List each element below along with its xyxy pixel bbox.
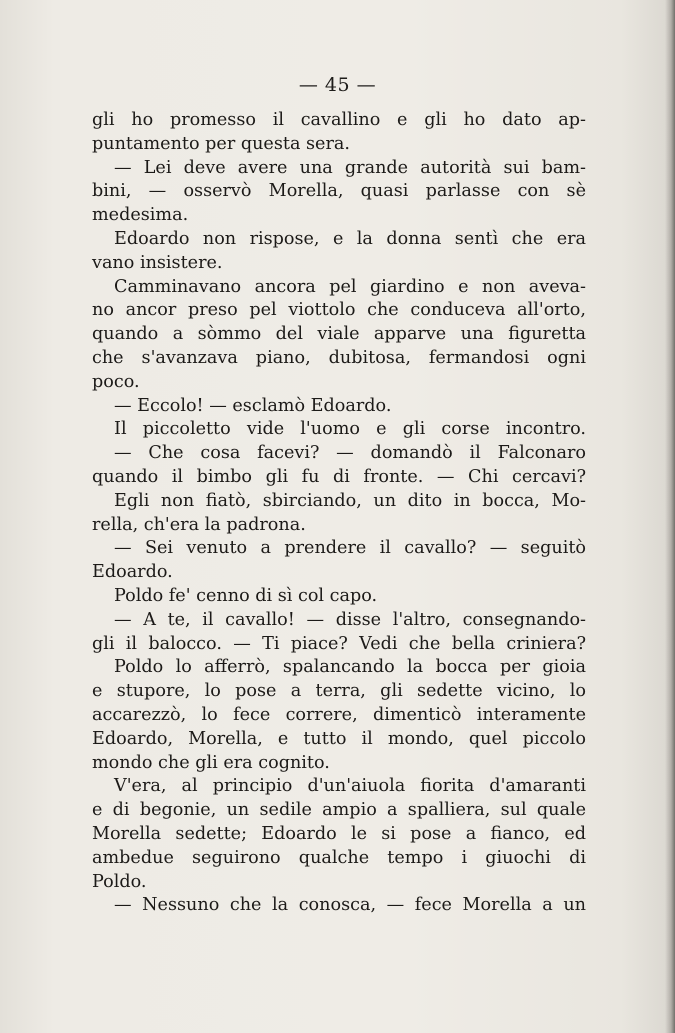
text-line: — Sei venuto a prendere il cavallo? — seguitò	[114, 538, 586, 559]
text-line: Poldo fe' cenno di sì col capo.	[114, 585, 378, 606]
text-line: medesima.	[92, 205, 189, 226]
text-line: Poldo lo afferrò, spalancando la bocca per gioia	[114, 657, 586, 678]
text-line: vano insistere.	[92, 252, 223, 273]
text-line: — Lei deve avere una grande autorità sui bam-	[114, 157, 586, 178]
text-line: no ancor preso pel viottolo che conduceva all'orto,	[92, 300, 586, 321]
text-line: poco.	[92, 371, 140, 392]
text-line: che s'avanzava piano, dubitosa, fermandosi ogni	[92, 347, 586, 368]
text-line: Il piccoletto vide l'uomo e gli corse incontro.	[114, 419, 586, 440]
text-line: Egli non fiatò, sbirciando, un dito in bocca, Mo-	[114, 490, 586, 511]
text-line: quando il bimbo gli fu di fronte. — Chi cercavi?	[92, 466, 586, 487]
text-line: — A te, il cavallo! — disse l'altro, consegnando-	[114, 609, 586, 630]
text-line: Edoardo non rispose, e la donna sentì che era	[114, 228, 586, 249]
text-line: Morella sedette; Edoardo le si pose a fianco, ed	[92, 823, 586, 844]
text-line: Edoardo, Morella, e tutto il mondo, quel piccolo	[92, 728, 586, 749]
text-line: e stupore, lo pose a terra, gli sedette vicino, lo	[92, 681, 586, 702]
page-edge-shadow	[665, 0, 675, 1033]
text-line: ambedue seguirono qualche tempo i giuochi di	[92, 847, 586, 868]
page-text	[92, 109, 586, 918]
text-line: gli il balocco. — Ti piace? Vedi che bella criniera?	[92, 633, 586, 654]
page-number: — 45 —	[298, 74, 377, 96]
text-line: accarezzò, lo fece correre, dimenticò interamente	[92, 704, 586, 725]
text-line: mondo che gli era cognito.	[92, 752, 330, 773]
text-line: rella, ch'era la padrona.	[92, 514, 306, 535]
text-line: — Eccolo! — esclamò Edoardo.	[114, 395, 392, 416]
text-line: Camminavano ancora pel giardino e non aveva-	[114, 276, 586, 297]
text-line: quando a sòmmo del viale apparve una figuretta	[92, 324, 586, 345]
text-line: — Che cosa facevi? — domandò il Falconaro	[114, 443, 586, 464]
text-line: puntamento per questa sera.	[92, 133, 350, 154]
text-line: — Nessuno che la conosca, — fece Morella a un	[114, 895, 586, 916]
text-line: bini, — osservò Morella, quasi parlasse con sè	[92, 181, 586, 202]
text-line: Poldo.	[92, 871, 147, 892]
text-line: e di begonie, un sedile ampio a spalliera, sul quale	[92, 800, 586, 821]
text-line: V'era, al principio d'un'aiuola fiorita d'amaranti	[114, 776, 586, 797]
text-line: gli ho promesso il cavallino e gli ho dato ap-	[92, 110, 586, 130]
text-line: Edoardo.	[92, 562, 173, 583]
